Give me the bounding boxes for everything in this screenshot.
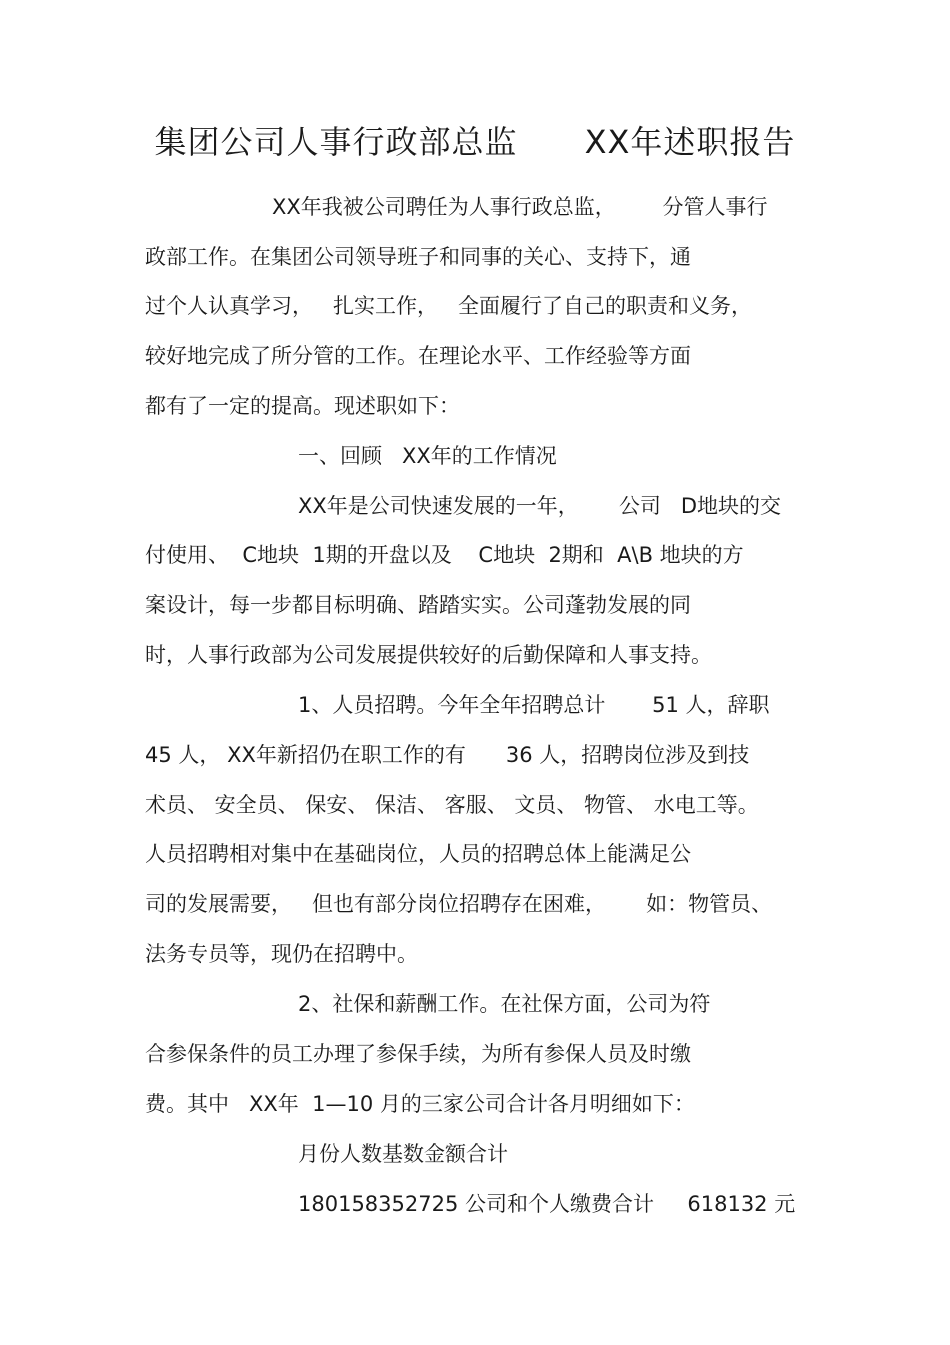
section-heading: 一、回顾 XX年的工作情况 xyxy=(298,444,557,468)
paragraph-line: 1、人员招聘。今年全年招聘总计 51 人，辞职 xyxy=(298,693,770,717)
paragraph-line: 人员招聘相对集中在基础岗位，人员的招聘总体上能满足公 xyxy=(145,842,691,866)
paragraph-line: 时，人事行政部为公司发展提供较好的后勤保障和人事支持。 xyxy=(145,643,712,667)
paragraph-line: 法务专员等，现仍在招聘中。 xyxy=(145,942,418,966)
paragraph-line: 较好地完成了所分管的工作。在理论水平、工作经验等方面 xyxy=(145,344,691,368)
paragraph-line: 过个人认真学习， 扎实工作， 全面履行了自己的职责和义务， xyxy=(145,294,753,318)
paragraph-line: 付使用、 C地块 1期的开盘以及 C地块 2期和 A\B 地块的方 xyxy=(145,543,744,567)
table-data-line: 180158352725 公司和个人缴费合计 618132 元 xyxy=(298,1192,796,1216)
paragraph-line: 都有了一定的提高。现述职如下： xyxy=(145,394,460,418)
paragraph-line: 政部工作。在集团公司领导班子和同事的关心、支持下，通 xyxy=(145,245,691,269)
paragraph-line: 合参保条件的员工办理了参保手续，为所有参保人员及时缴 xyxy=(145,1042,691,1066)
paragraph-line: 术员、 安全员、 保安、 保洁、 客服、 文员、 物管、 水电工等。 xyxy=(145,793,759,817)
paragraph-line: XX年我被公司聘任为人事行政总监， 分管人事行 xyxy=(272,195,768,219)
paragraph-line: 费。其中 XX年 1—10 月的三家公司合计各月明细如下： xyxy=(145,1092,695,1116)
document-title: 集团公司人事行政部总监 XX年述职报告 xyxy=(154,123,796,161)
paragraph-line: 司的发展需要， 但也有部分岗位招聘存在困难， 如：物管员、 xyxy=(145,892,773,916)
paragraph-line: 45 人， XX年新招仍在职工作的有 36 人，招聘岗位涉及到技 xyxy=(145,743,750,767)
paragraph-line: 案设计，每一步都目标明确、踏踏实实。公司蓬勃发展的同 xyxy=(145,593,691,617)
paragraph-line: XX年是公司快速发展的一年， 公司 D地块的交 xyxy=(298,494,782,518)
table-header-line: 月份人数基数金额合计 xyxy=(298,1142,508,1166)
paragraph-line: 2、社保和薪酬工作。在社保方面，公司为符 xyxy=(298,992,711,1016)
